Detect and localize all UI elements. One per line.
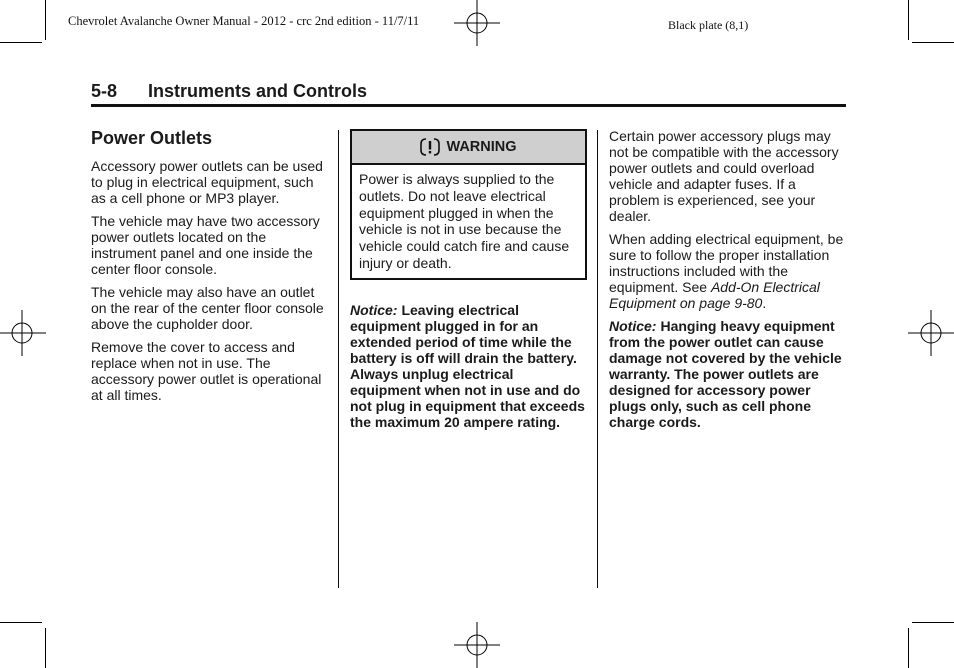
registration-mark-bottom-icon <box>454 622 500 668</box>
column-3 <box>609 128 849 437</box>
warning-header <box>352 131 585 165</box>
crop-mark-top-left-vertical <box>45 0 46 40</box>
notice-text: Leaving electrical equipment plugged in for an extended period of time while the battery is off will drain the battery. Always unplug electrical equipment when not in use and do not plug in equipment that exceeds the maximum 20 ampere rating. <box>350 301 585 430</box>
manual-title-meta: Chevrolet Avalanche Owner Manual - 2012 - crc 2nd edition - 11/7/11 <box>68 14 420 28</box>
column-divider-2 <box>597 130 598 588</box>
registration-mark-right-icon <box>908 310 954 356</box>
warning-box <box>350 129 587 280</box>
column-1 <box>91 128 329 410</box>
notice-text: Hanging heavy equipment from the power outlet can cause damage not covered by the vehicle warranty. The power outlets are designed for accessory power plugs only, such as cell phone charge cords. <box>609 318 842 430</box>
registration-mark-top-icon <box>454 0 500 46</box>
paragraph: Accessory power outlets can be used to plug in electrical equipment, such as a cell phone or MP3 player. <box>91 158 323 206</box>
crop-mark-bottom-right-horizontal <box>912 622 954 623</box>
section-number: 5-8 <box>91 81 118 101</box>
warning-label: WARNING <box>446 139 517 155</box>
paragraph-text-end: . <box>762 295 767 311</box>
crop-mark-top-right-vertical <box>908 0 909 40</box>
plate-label: Black plate (8,1) <box>668 18 749 32</box>
paragraph: The vehicle may have two accessory power outlets located on the instrument panel and one inside the center floor console. <box>91 213 320 277</box>
crop-mark-top-left-horizontal <box>0 42 42 43</box>
crop-mark-bottom-left-vertical <box>45 628 46 668</box>
notice-label: Notice: <box>609 318 657 334</box>
cross-reference-link[interactable]: Add-On Electrical Equipment on page 9-80 <box>609 279 820 311</box>
paragraph: The vehicle may also have an outlet on the rear of the center floor console above the cupholder door. <box>91 284 324 332</box>
paragraph: Certain power accessory plugs may not be compatible with the accessory power outlets and could overload vehicle and adapter fuses. If a problem is experienced, see your dealer. <box>609 128 839 224</box>
section-title: Instruments and Controls <box>148 81 368 101</box>
column-divider-1 <box>338 130 339 588</box>
notice-paragraph <box>609 318 849 430</box>
crop-mark-bottom-left-horizontal <box>0 622 42 623</box>
crop-mark-bottom-right-vertical <box>908 628 909 668</box>
paragraph: Remove the cover to access and replace when not in use. The accessory power outlet is operational at all times. <box>91 339 322 403</box>
notice-label: Notice: <box>350 301 398 318</box>
registration-mark-left-icon <box>0 310 46 356</box>
paragraph-cross-reference <box>609 231 849 311</box>
warning-text: Power is always supplied to the outlets. Do not leave electrical equipment plugged in when the vehicle is not in use because the vehicle could catch fire and cause injury or death. <box>359 171 570 271</box>
warning-bracket-exclamation-icon <box>420 137 440 157</box>
section-header <box>91 80 846 107</box>
column-2 <box>350 128 587 437</box>
page-title: Power Outlets <box>91 128 213 148</box>
crop-mark-top-right-horizontal <box>912 42 954 43</box>
paragraph-text: When adding electrical equipment, be sure to follow the proper installation instructions included with the equipment. See <box>609 231 844 295</box>
notice-paragraph <box>350 302 587 430</box>
